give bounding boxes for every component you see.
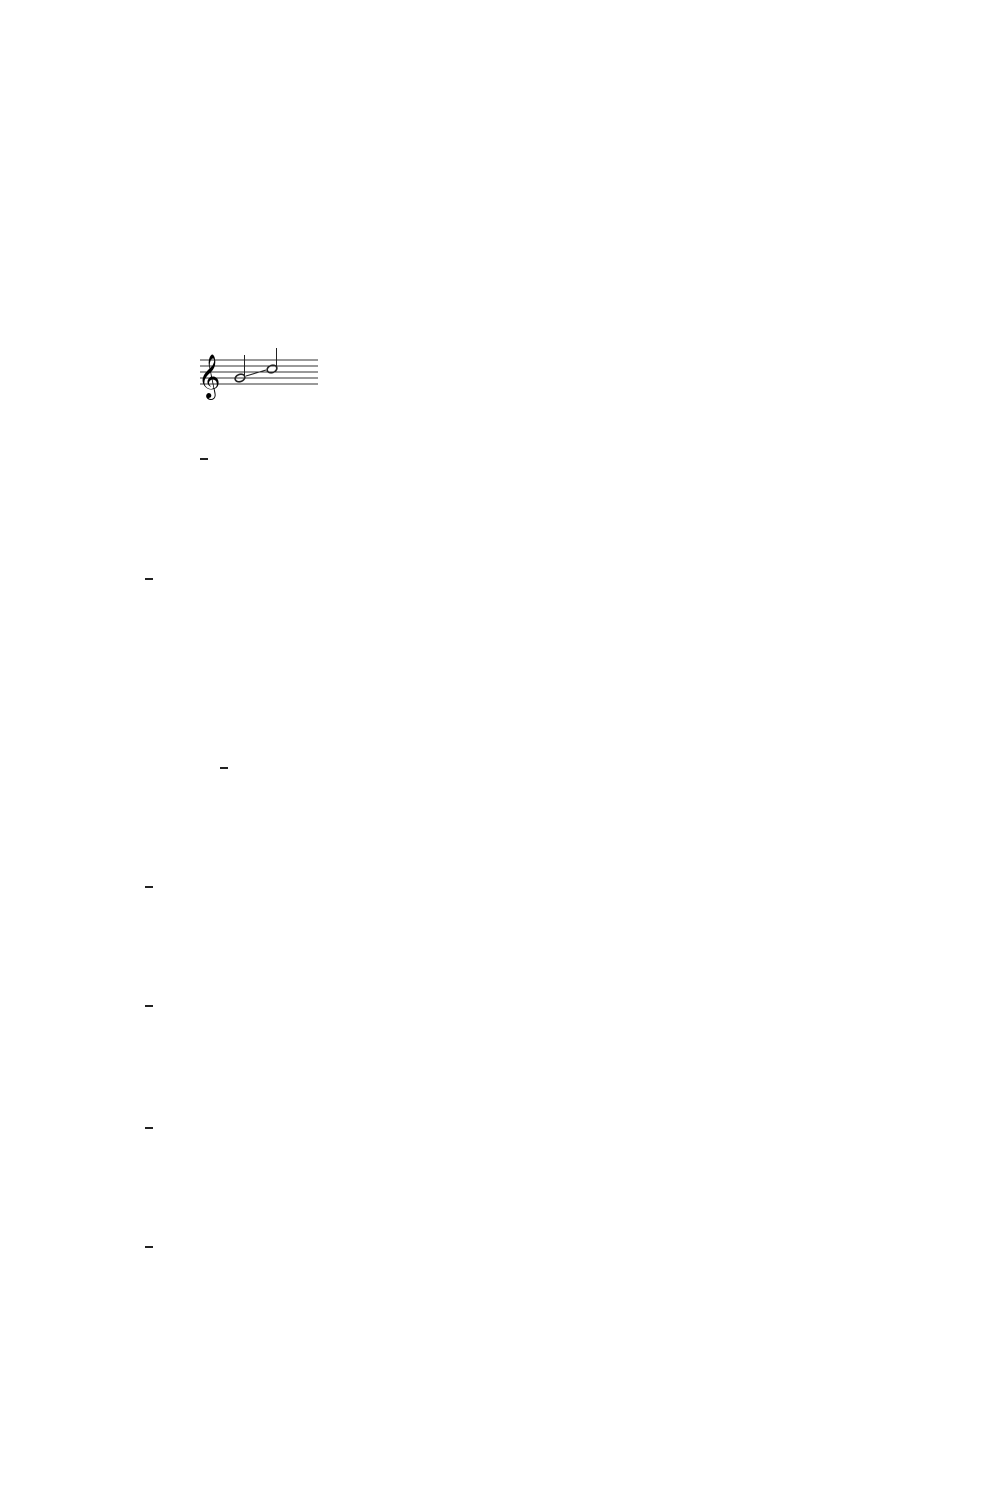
treble-clef-icon: 𝄞 bbox=[198, 354, 221, 398]
line-tag bbox=[145, 874, 153, 892]
line-tag bbox=[145, 566, 153, 584]
line-tag bbox=[145, 1115, 153, 1133]
line-tag bbox=[220, 755, 228, 773]
line-tag bbox=[145, 993, 153, 1011]
line-tag bbox=[145, 1234, 153, 1252]
line-tag bbox=[200, 446, 208, 464]
range-staff bbox=[190, 346, 330, 400]
